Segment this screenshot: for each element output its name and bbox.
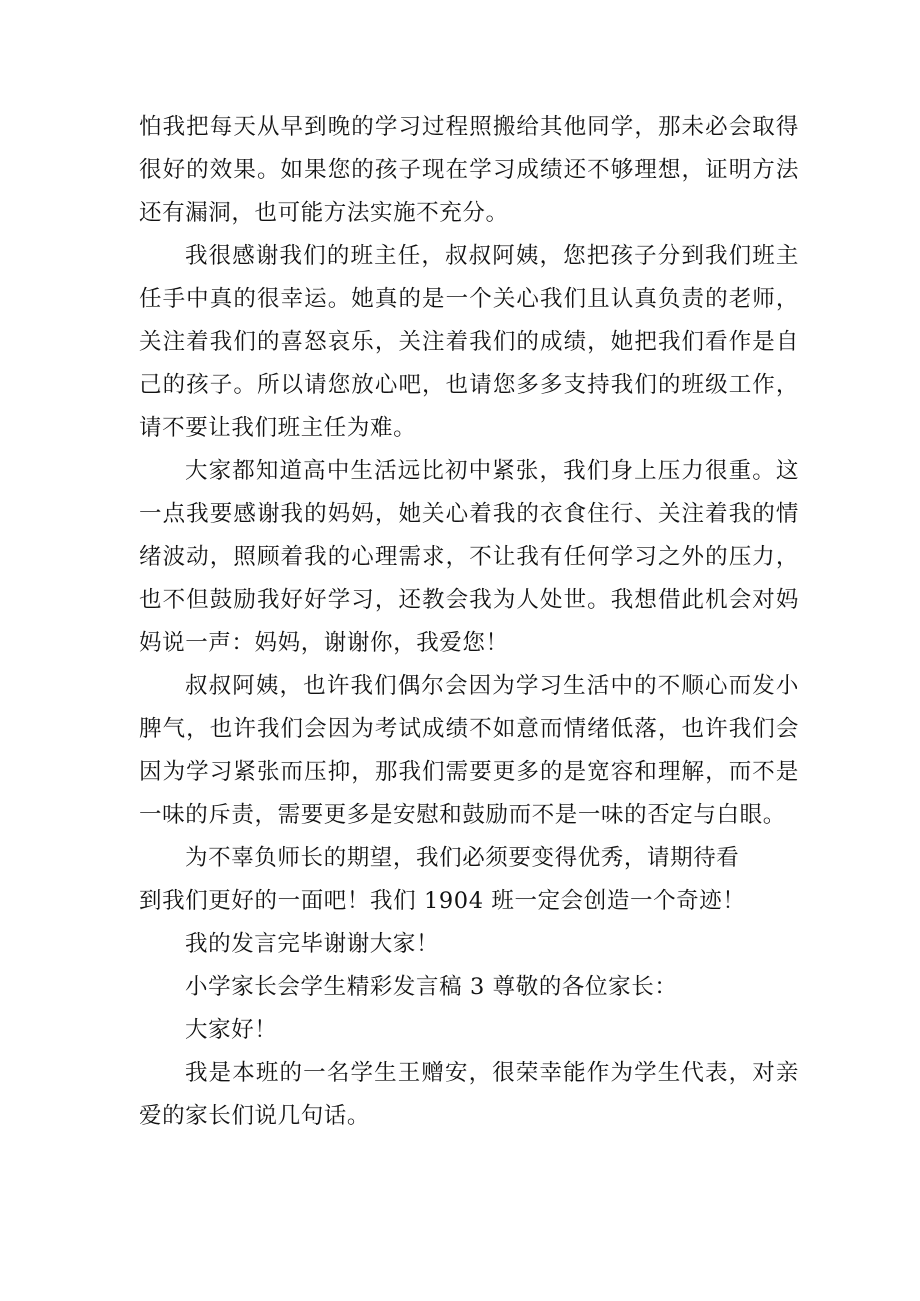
paragraph-introduction: 我是本班的一名学生王赠安，很荣幸能作为学生代表，对亲爱的家长们说几句话。 [139, 1060, 799, 1129]
section-heading: 小学家长会学生精彩发言稿 3 尊敬的各位家长： [185, 974, 678, 1000]
paragraph-thanks-mother: 大家都知道高中生活远比初中紧张，我们身上压力很重。这一点我要感谢我的妈妈，她关心着我的衣食住行、关注着我的情绪波动，照顾着我的心理需求，不让我有任何学习之外的压力，也不但鼓励我好好学习，还教会我为人处世。我想借此机会对妈妈说一声：妈妈，谢谢你，我爱您！ [139, 458, 799, 656]
paragraph-miracle: 到我们更好的一面吧！我们 1904 班一定会创造一个奇迹！ [139, 888, 746, 914]
paragraph-understanding: 叔叔阿姨，也许我们偶尔会因为学习生活中的不顺心而发小脾气，也许我们会因为考试成绩不如意而情绪低落，也许我们会因为学习紧张而压抑，那我们需要更多的是宽容和理解，而不是一味的斥责，需要更多是安慰和鼓励而不是一味的否定与白眼。 [139, 673, 799, 828]
paragraph-continuation: 怕我把每天从早到晚的学习过程照搬给其他同学，那未必会取得很好的效果。如果您的孩子现在学习成绩还不够理想，证明方法还有漏洞，也可能方法实施不充分。 [139, 114, 799, 226]
document-body [139, 106, 799, 1138]
paragraph-closing: 我的发言完毕谢谢大家！ [185, 931, 440, 957]
paragraph-thanks-teacher: 我很感谢我们的班主任，叔叔阿姨，您把孩子分到我们班主任手中真的很幸运。她真的是一个关心我们且认真负责的老师，关注着我们的喜怒哀乐，关注着我们的成绩，她把我们看作是自己的孩子。所以请您放心吧，也请您多多支持我们的班级工作，请不要让我们班主任为难。 [139, 243, 799, 441]
paragraph-greeting: 大家好！ [185, 1017, 278, 1043]
paragraph-expectation: 为不辜负师长的期望，我们必须要变得优秀，请期待看 [185, 845, 740, 871]
